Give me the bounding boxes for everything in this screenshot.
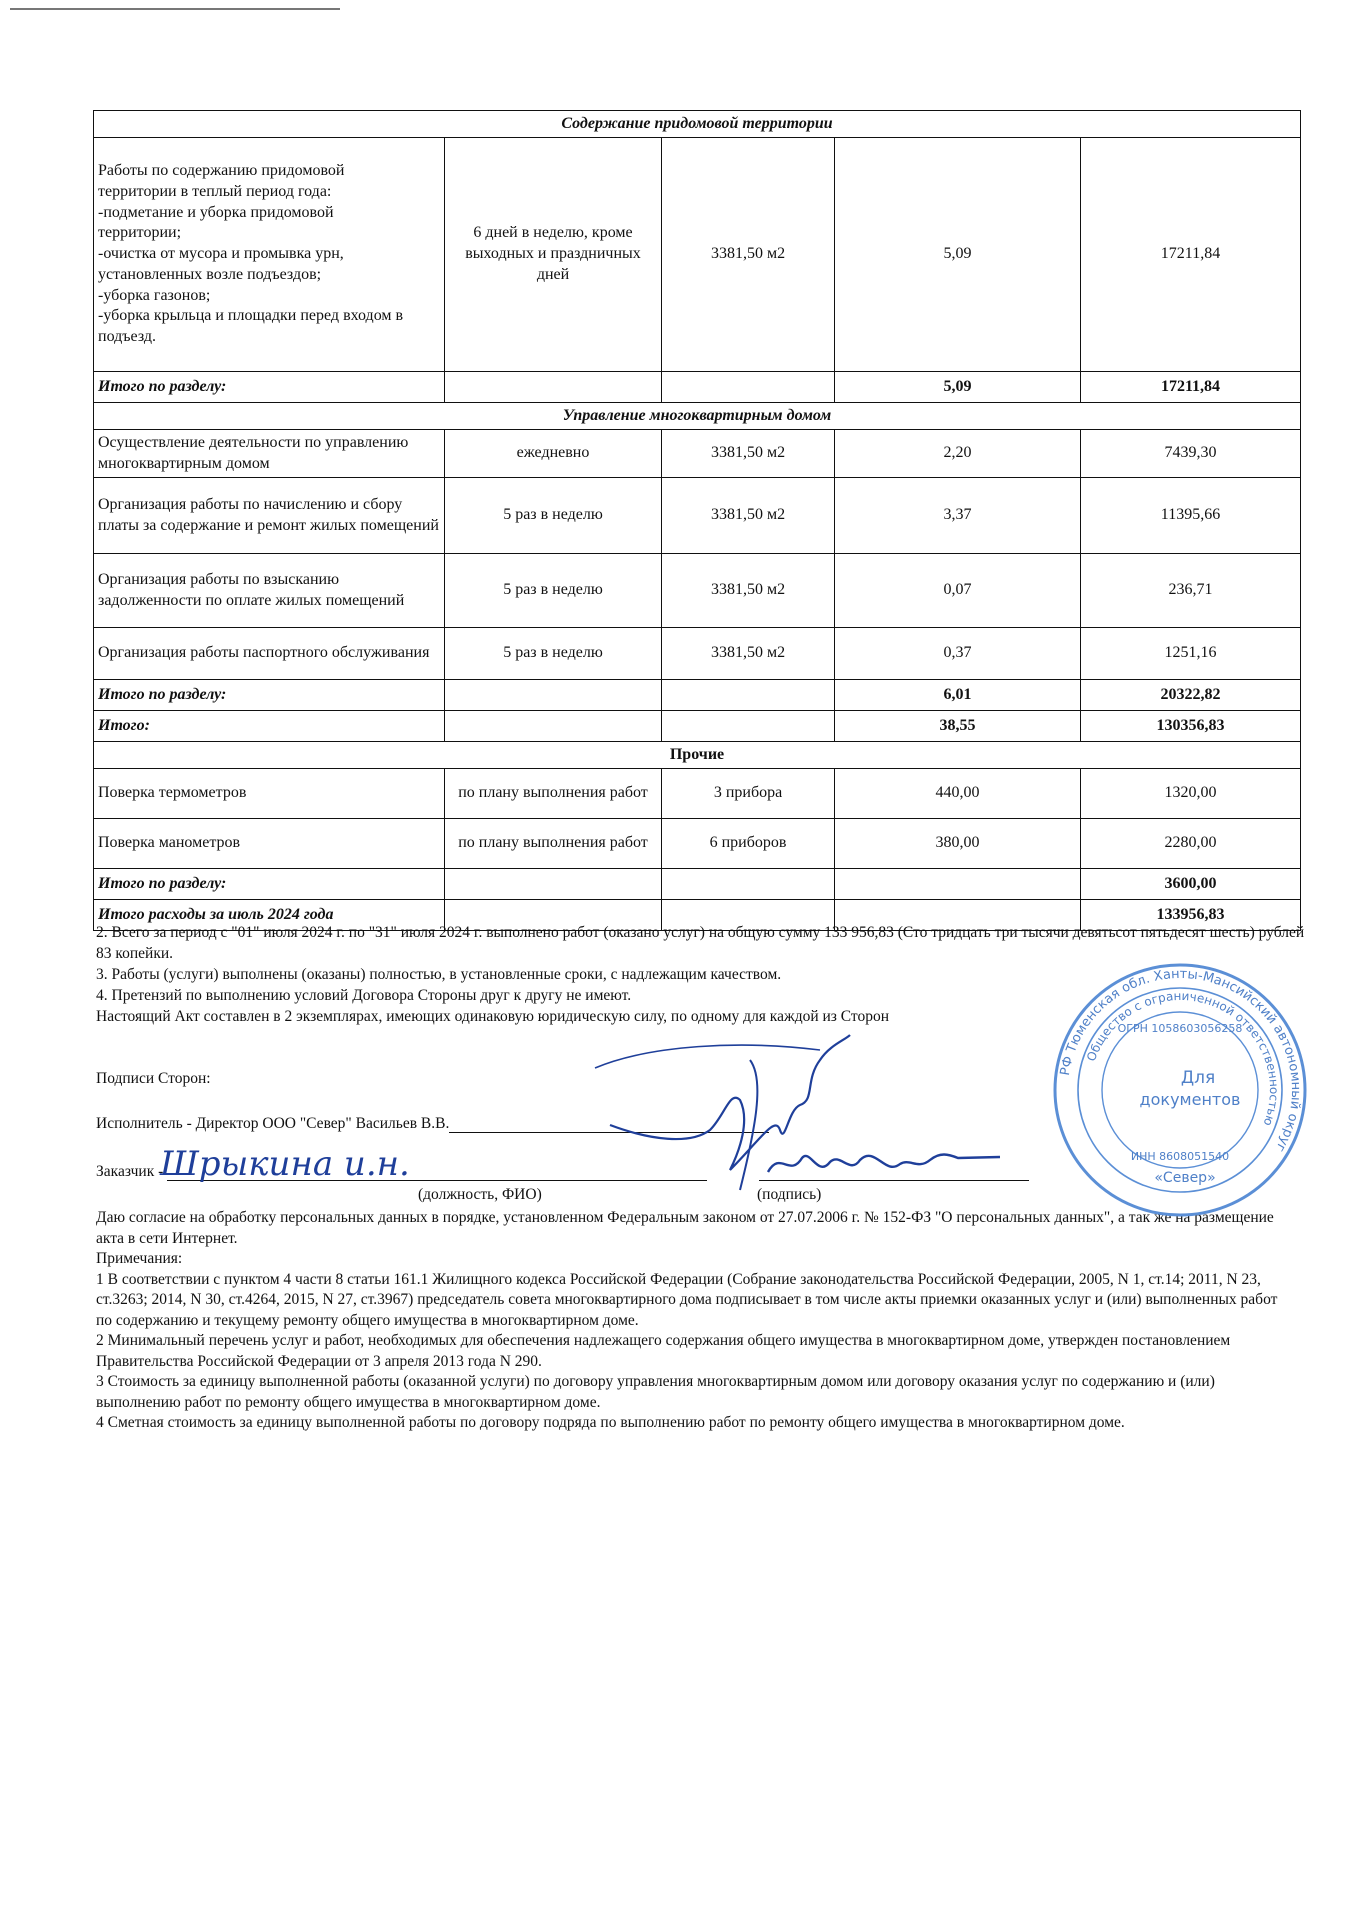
section-header: Управление многоквартирным домом [94, 403, 1301, 430]
rate-cell: 5,09 [835, 138, 1081, 372]
table-row: Поверка манометров по плану выполнения работ 6 приборов 380,00 2280,00 [94, 819, 1301, 869]
paragraph-copies: Настоящий Акт составлен в 2 экземплярах, имеющих одинаковую юридическую силу, по одному для каждой из Сторон [96, 1008, 890, 1025]
svg-text:ОГРН 1058603056258: ОГРН 1058603056258 [1117, 1022, 1243, 1035]
services-table [93, 110, 1301, 931]
notes-heading: Примечания: [96, 1250, 183, 1267]
note-item: 2 Минимальный перечень услуг и работ, необходимых для обеспечения надлежащего содержания общего имущества в многоквартирном доме, утвержден постановлением Правительства Российской Федерации от 3 апреля 2013 года N 290. [96, 1332, 1231, 1370]
grand-total-row: Итого: 38,55 130356,83 [94, 711, 1301, 742]
note-item: 4 Сметная стоимость за единицу выполненной работы по договору подряда по выполнению работ по ремонту общего имущества в многоквартирном доме. [96, 1414, 1125, 1431]
note-item: 1 В соответствии с пунктом 4 части 8 статьи 161.1 Жилищного кодекса Российской Федерации (Собрание законодательства Российской Федерации, 2005, N 1, ст.14; 2011, N 23, ст.3263; 2014, N 30, ст.4264, 2015, N 27, ст.3967) председатель совета многоквартирного дома подписывает в том числе акты приемки оказанных услуг и (или) выполненных работ по содержанию и текущему ремонту общего имущества в многоквартирном доме. [96, 1270, 1278, 1329]
signature-underline [759, 1162, 1029, 1181]
table-row: Осуществление деятельности по управлению многоквартирным домом ежедневно 3381,50 м2 2,20 7439,30 [94, 430, 1301, 478]
paragraph-claims: 4. Претензий по выполнению условий Договора Стороны друг к другу не имеют. [96, 987, 632, 1004]
table-row: Организация работы паспортного обслуживания 5 раз в неделю 3381,50 м2 0,37 1251,16 [94, 628, 1301, 680]
caption-position: (должность, ФИО) [418, 1186, 542, 1203]
svg-text:Общество с ограниченной ответс: Общество с ограниченной ответственностью [1084, 988, 1282, 1128]
table-row: Поверка термометров по плану выполнения работ 3 прибора 440,00 1320,00 [94, 769, 1301, 819]
section-total-row: Итого по разделу: 6,01 20322,82 [94, 680, 1301, 711]
month-total-row: Итого расходы за июль 2024 года 133956,83 [94, 900, 1301, 931]
notes-block [96, 1208, 1296, 1434]
frequency-cell: 6 дней в неделю, кроме выходных и праздничных дней [445, 138, 662, 372]
sum-cell: 17211,84 [1081, 138, 1301, 372]
scan-top-line [10, 8, 340, 10]
signatures-heading: Подписи Сторон: [96, 1070, 211, 1087]
section-header: Прочие [94, 742, 1301, 769]
signature-underline [449, 1114, 769, 1133]
paragraph-quality: 3. Работы (услуги) выполнены (оказаны) полностью, в установленные сроки, с надлежащим качеством. [96, 966, 782, 983]
table-row [94, 138, 1301, 372]
volume-cell: 3381,50 м2 [662, 138, 835, 372]
service-name: Работы по содержанию придомовой территории в теплый период года: -подметание и уборка придомовой территории; -очистка от мусора и промывка урн, установленных возле подъездов; -уборка газонов; -уборка крыльца и площадки перед входом в подъезд. [94, 138, 445, 372]
table-row: Организация работы по начислению и сбору платы за содержание и ремонт жилых помещений 5 раз в неделю 3381,50 м2 3,37 11395,66 [94, 478, 1301, 554]
svg-text:«Север»: «Север» [1154, 1170, 1216, 1186]
section-header: Содержание придомовой территории [94, 111, 1301, 138]
caption-signature: (подпись) [757, 1186, 822, 1203]
svg-text:РФ Тюменская обл. Ханты-Мансий: РФ Тюменская обл. Ханты-Мансийский автономный округ [1057, 966, 1304, 1155]
section-total-row: Итого по разделу: 3600,00 [94, 869, 1301, 900]
consent-text: Даю согласие на обработку персональных данных в порядке, установленном Федеральным законом от 27.07.2006 г. № 152-ФЗ "О персональных данных", а так же на размещение акта в сети Интернет. [96, 1209, 1274, 1247]
note-item: 3 Стоимость за единицу выполненной работы (оказанной услуги) по договору управления многоквартирным домом или договору оказания услуг по содержанию и (или) выполнению работ по ремонту общего имущества в многоквартирном доме. [96, 1373, 1215, 1411]
svg-text:ИНН 8608051540: ИНН 8608051540 [1130, 1150, 1230, 1163]
executor-label: Исполнитель - Директор ООО "Север" Васильев В.В. [96, 1115, 450, 1132]
section-total-row: Итого по разделу: 5,09 17211,84 [94, 372, 1301, 403]
svg-text:Шрыкина и.н.: Шрыкина и.н. [160, 1144, 410, 1184]
customer-label: Заказчик - [96, 1163, 164, 1180]
position-underline [167, 1162, 707, 1181]
paragraph-total: 2. Всего за период с "01" июля 2024 г. по "31" июля 2024 г. выполнено работ (оказано услуг) на общую сумму 133 956,83 (Сто тридцать три тысячи девятьсот пятьдесят шесть) рублей 83 копейки. [96, 924, 1305, 962]
table-row: Организация работы по взысканию задолженности по оплате жилых помещений 5 раз в неделю 3381,50 м2 0,07 236,71 [94, 554, 1301, 628]
svg-text:документов: документов [1139, 1090, 1241, 1109]
svg-text:Для: Для [1180, 1068, 1216, 1088]
company-stamp [1050, 960, 1310, 1220]
